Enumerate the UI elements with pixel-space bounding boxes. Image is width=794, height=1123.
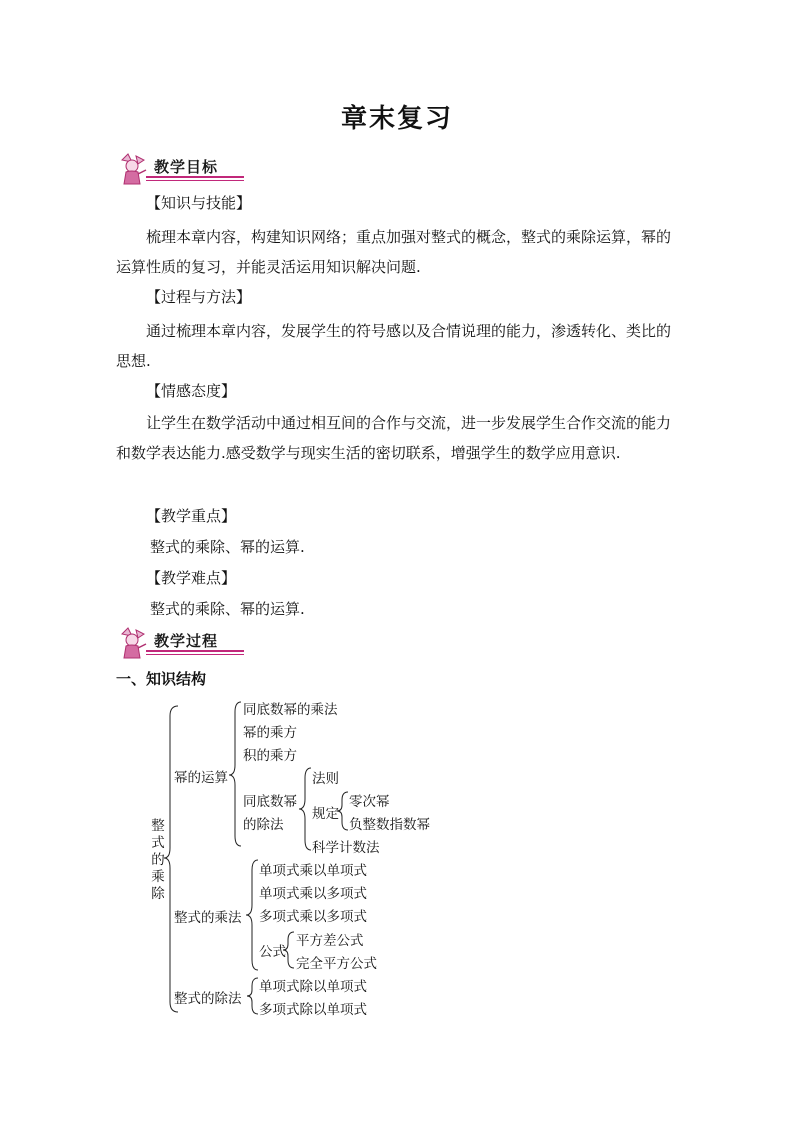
difficult-point-text: 整式的乘除、幂的运算. xyxy=(150,600,305,618)
knowledge-structure-heading: 一、知识结构 xyxy=(116,670,207,688)
tree-sci-notation: 科学计数法 xyxy=(312,840,380,856)
tree-same-base-div-line2: 的除法 xyxy=(243,817,284,833)
emotion-text: 让学生在数学活动中通过相互间的合作与交流，进一步发展学生合作交流的能力和数学表达能力.感受数学与现实生活的密切联系，增强学生的数学应用意识. xyxy=(116,414,672,462)
tree-root: 整式的乘除 xyxy=(151,818,165,902)
teacher-cartoon-icon xyxy=(116,152,150,186)
tree-perfect-square: 完全平方公式 xyxy=(296,956,377,972)
tree-poly-div-mono: 多项式除以单项式 xyxy=(259,1002,367,1018)
tree-mono-div-mono: 单项式除以单项式 xyxy=(259,979,367,995)
section-badge-process xyxy=(116,626,244,660)
badge-underline xyxy=(146,176,244,178)
tree-formula: 公式 xyxy=(259,944,286,960)
tree-zero-power: 零次幂 xyxy=(349,794,390,810)
badge-underline-thin xyxy=(146,654,244,655)
badge-underline xyxy=(146,650,244,652)
tree-power-of-power: 幂的乘方 xyxy=(243,725,297,741)
tree-neg-int-power: 负整数指数幂 xyxy=(349,817,430,833)
teacher-cartoon-icon xyxy=(116,626,150,660)
tree-poly-x-poly: 多项式乘以多项式 xyxy=(259,909,367,925)
tree-rule: 法则 xyxy=(312,771,339,787)
tree-poly-div: 整式的除法 xyxy=(174,991,242,1007)
page-title: 章末复习 xyxy=(340,104,453,134)
key-point-text: 整式的乘除、幂的运算. xyxy=(150,538,305,556)
tree-same-base-mult: 同底数幂的乘法 xyxy=(243,702,338,718)
tree-power-ops: 幂的运算 xyxy=(174,770,228,786)
section-badge-label: 教学目标 xyxy=(154,158,219,176)
key-point-heading: 【教学重点】 xyxy=(146,507,237,525)
tree-mono-x-poly: 单项式乘以多项式 xyxy=(259,886,367,902)
tree-same-base-div-line1: 同底数幂 xyxy=(243,794,297,810)
tree-power-of-product: 积的乘方 xyxy=(243,748,297,764)
tree-stipulation: 规定 xyxy=(312,806,339,822)
process-heading: 【过程与方法】 xyxy=(146,288,252,306)
difficult-point-heading: 【教学难点】 xyxy=(146,569,237,587)
process-text: 通过梳理本章内容，发展学生的符号感以及合情说理的能力，渗透转化、类比的思想. xyxy=(116,322,672,370)
tree-mono-x-mono: 单项式乘以单项式 xyxy=(259,863,367,879)
badge-underline-thin xyxy=(146,180,244,181)
section-badge-label: 教学过程 xyxy=(154,632,219,650)
knowledge-heading: 【知识与技能】 xyxy=(146,194,252,212)
section-badge-objectives xyxy=(116,152,244,186)
knowledge-text: 梳理本章内容，构建知识网络；重点加强对整式的概念，整式的乘除运算，幂的运算性质的复习，并能灵活运用知识解决问题. xyxy=(116,228,672,276)
tree-diff-squares: 平方差公式 xyxy=(296,933,364,949)
tree-poly-mult: 整式的乘法 xyxy=(174,910,242,926)
emotion-heading: 【情感态度】 xyxy=(146,382,237,400)
